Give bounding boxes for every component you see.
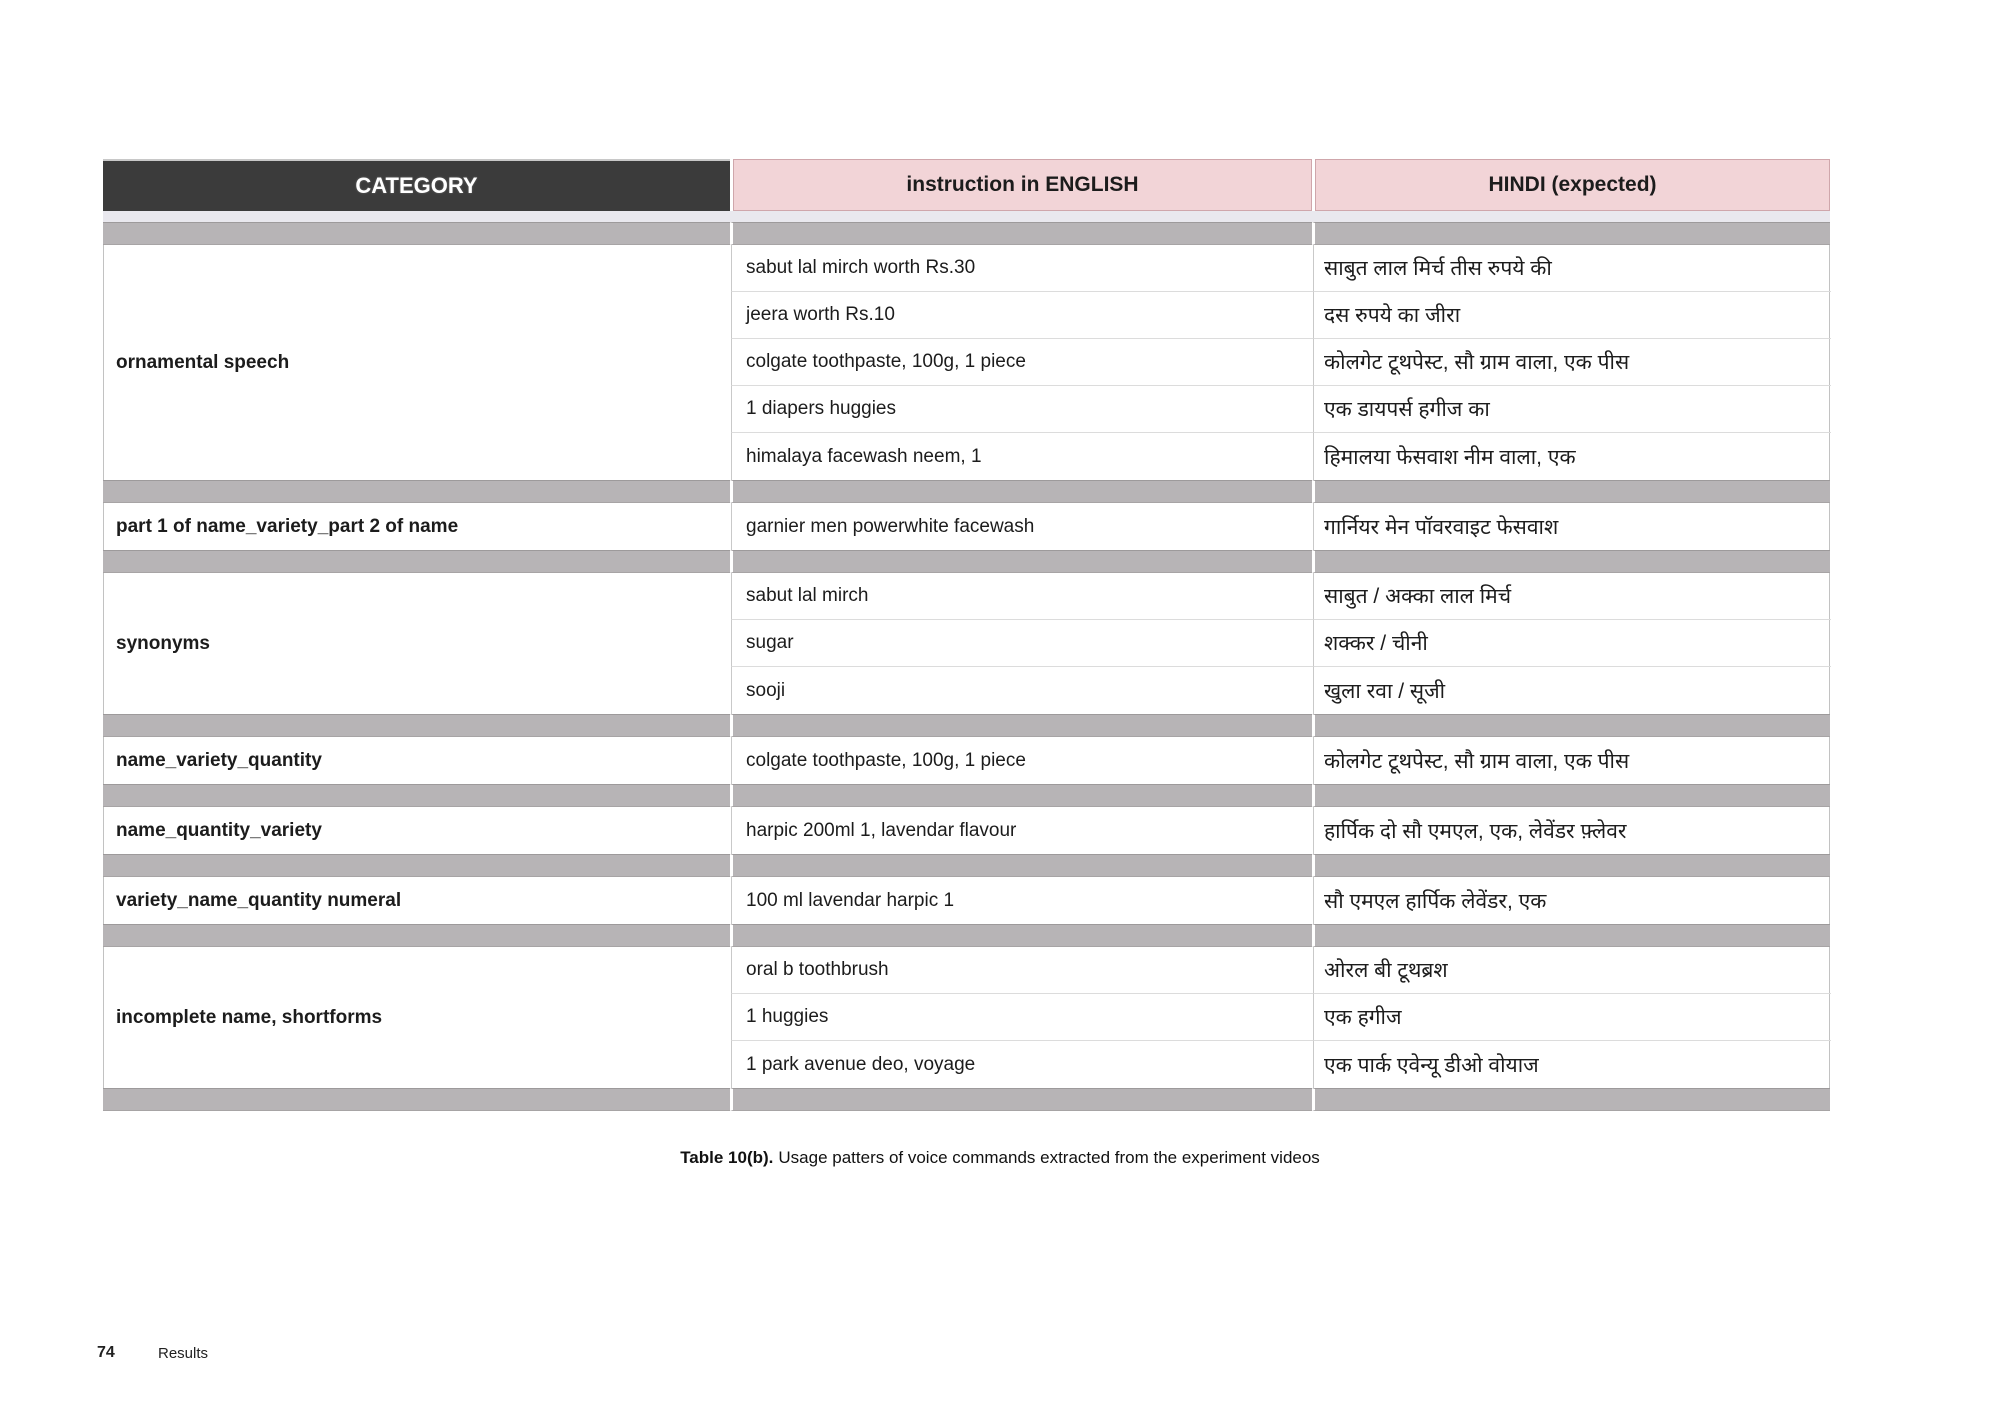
table-section — [103, 737, 1830, 784]
hindi-expected-cell: एक डायपर्स हगीज का — [1313, 386, 1831, 433]
english-instruction-cell: 1 huggies — [731, 994, 1313, 1041]
separator-row — [103, 784, 1830, 807]
separator-segment — [103, 550, 730, 573]
english-instruction-cell: 100 ml lavendar harpic 1 — [731, 877, 1313, 924]
english-instruction-cell: harpic 200ml 1, lavendar flavour — [731, 807, 1313, 854]
hindi-expected-cell: साबुत लाल मिर्च तीस रुपये की — [1313, 245, 1831, 292]
voice-commands-table — [103, 159, 1830, 1111]
hindi-expected-cell: कोलगेट टूथपेस्ट, सौ ग्राम वाला, एक पीस — [1313, 339, 1831, 386]
separator-row — [103, 1088, 1830, 1111]
separator-row — [103, 924, 1830, 947]
english-instruction-cell: garnier men powerwhite facewash — [731, 503, 1313, 550]
table-section — [103, 503, 1830, 550]
caption-text: Usage patters of voice commands extracted from the experiment videos — [778, 1148, 1320, 1167]
category-cell: part 1 of name_variety_part 2 of name — [116, 515, 459, 537]
separator-segment — [103, 480, 730, 503]
separator-segment — [730, 714, 1312, 737]
separator-row — [103, 550, 1830, 573]
hindi-expected-cell: दस रुपये का जीरा — [1313, 292, 1831, 339]
page-footer — [0, 1344, 500, 1374]
separator-segment — [1312, 480, 1830, 503]
category-cell: name_variety_quantity — [116, 749, 322, 771]
separator-row — [103, 480, 1830, 503]
table-section — [103, 807, 1830, 854]
table-section — [103, 573, 1830, 714]
english-instruction-cell: sooji — [731, 667, 1313, 714]
separator-segment — [730, 1088, 1312, 1111]
caption-label: Table 10(b). — [680, 1148, 774, 1167]
separator-segment — [103, 1088, 730, 1111]
separator-segment — [1312, 222, 1830, 245]
hindi-expected-cell: एक हगीज — [1313, 994, 1831, 1041]
separator-row — [103, 222, 1830, 245]
footer-section-title: Results — [158, 1345, 209, 1362]
category-cell: name_quantity_variety — [116, 819, 322, 841]
separator-row — [103, 714, 1830, 737]
separator-segment — [103, 714, 730, 737]
table-caption — [0, 1148, 2000, 1168]
table-body — [103, 222, 1830, 1111]
english-instruction-cell: 1 diapers huggies — [731, 386, 1313, 433]
table-section — [103, 947, 1830, 1088]
hindi-expected-cell: हिमालया फेसवाश नीम वाला, एक — [1313, 433, 1831, 480]
english-instruction-cell: himalaya facewash neem, 1 — [731, 433, 1313, 480]
separator-segment — [730, 222, 1312, 245]
separator-segment — [103, 924, 730, 947]
hindi-expected-cell: साबुत / अक्का लाल मिर्च — [1313, 573, 1831, 620]
hindi-expected-cell: कोलगेट टूथपेस्ट, सौ ग्राम वाला, एक पीस — [1313, 737, 1831, 784]
english-instruction-cell: sabut lal mirch — [731, 573, 1313, 620]
separator-segment — [103, 222, 730, 245]
english-instruction-cell: jeera worth Rs.10 — [731, 292, 1313, 339]
category-cell: incomplete name, shortforms — [116, 1006, 383, 1028]
separator-segment — [730, 784, 1312, 807]
separator-segment — [1312, 714, 1830, 737]
english-instruction-cell: oral b toothbrush — [731, 947, 1313, 994]
separator-segment — [1312, 924, 1830, 947]
separator-segment — [103, 784, 730, 807]
english-instruction-cell: colgate toothpaste, 100g, 1 piece — [731, 339, 1313, 386]
category-cell: ornamental speech — [116, 351, 290, 373]
page-number: 74 — [97, 1344, 115, 1361]
english-instruction-cell: sabut lal mirch worth Rs.30 — [731, 245, 1313, 292]
separator-segment — [1312, 854, 1830, 877]
separator-segment — [1312, 550, 1830, 573]
hindi-expected-cell: शक्कर / चीनी — [1313, 620, 1831, 667]
header-hindi-expected: HINDI (expected) — [1312, 159, 1830, 211]
separator-segment — [730, 854, 1312, 877]
separator-segment — [1312, 1088, 1830, 1111]
table-section — [103, 245, 1830, 480]
separator-segment — [730, 480, 1312, 503]
english-instruction-cell: 1 park avenue deo, voyage — [731, 1041, 1313, 1088]
hindi-expected-cell: गार्नियर मेन पॉवरवाइट फेसवाश — [1313, 503, 1831, 550]
frozen-row-gap — [103, 211, 1830, 222]
hindi-expected-cell: ओरल बी टूथब्रश — [1313, 947, 1831, 994]
separator-segment — [1312, 784, 1830, 807]
hindi-expected-cell: हार्पिक दो सौ एमएल, एक, लेवेंडर फ़्लेवर — [1313, 807, 1831, 854]
table-section — [103, 877, 1830, 924]
header-english-instruction: instruction in ENGLISH — [730, 159, 1312, 211]
separator-segment — [103, 854, 730, 877]
category-cell: variety_name_quantity numeral — [116, 889, 402, 911]
english-instruction-cell: colgate toothpaste, 100g, 1 piece — [731, 737, 1313, 784]
table-header-row — [103, 159, 1830, 211]
category-cell: synonyms — [116, 632, 210, 654]
hindi-expected-cell: खुला रवा / सूजी — [1313, 667, 1831, 714]
hindi-expected-cell: सौ एमएल हार्पिक लेवेंडर, एक — [1313, 877, 1831, 924]
separator-segment — [730, 924, 1312, 947]
hindi-expected-cell: एक पार्क एवेन्यू डीओ वोयाज — [1313, 1041, 1831, 1088]
english-instruction-cell: sugar — [731, 620, 1313, 667]
separator-segment — [730, 550, 1312, 573]
header-category: CATEGORY — [103, 159, 730, 211]
separator-row — [103, 854, 1830, 877]
